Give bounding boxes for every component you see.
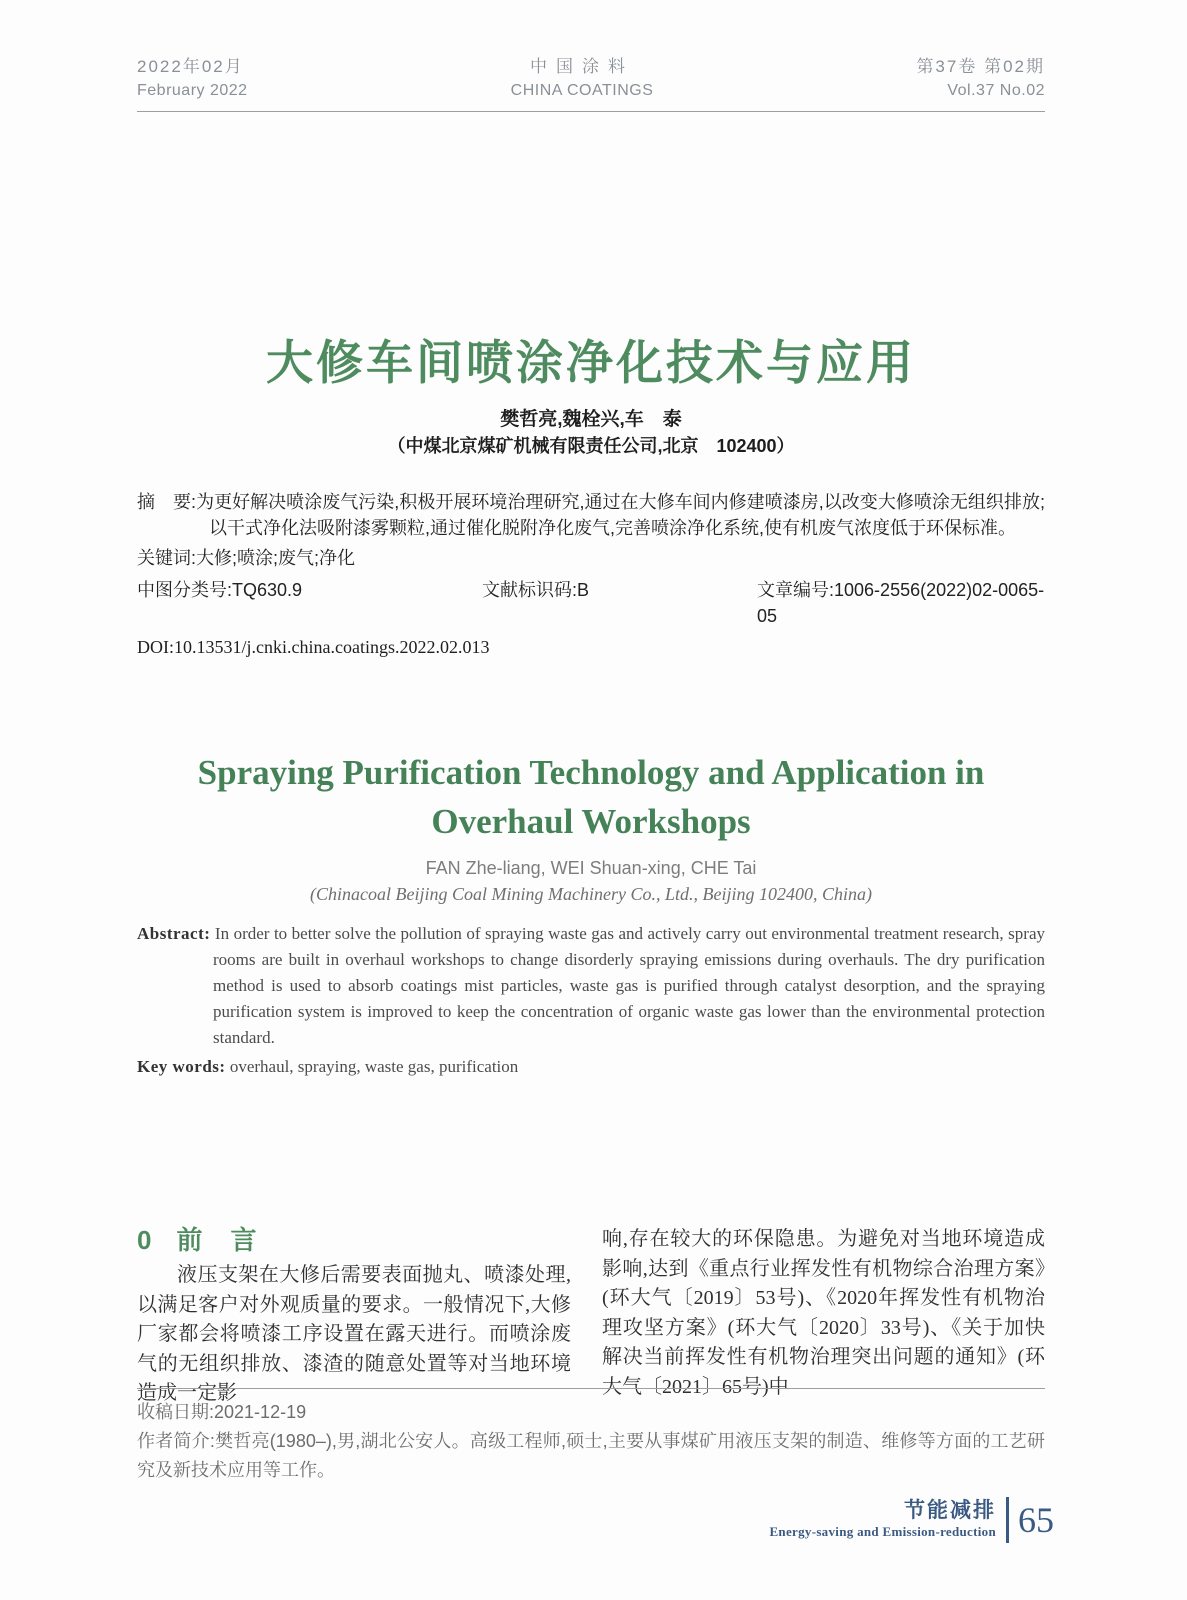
article-title-en-line1: Spraying Purification Technology and Application in [197, 753, 985, 792]
section-number: 0 [137, 1225, 153, 1255]
article-title-en-line2: Overhaul Workshops [431, 802, 751, 841]
page-header [137, 55, 1045, 112]
footer-column-en: Energy-saving and Emission-reduction [769, 1524, 996, 1539]
footer-column-names [769, 1499, 996, 1541]
keywords-en [137, 1054, 1045, 1080]
header-date-cn: 2022年02月 [137, 57, 244, 76]
document-code-value: B [577, 580, 590, 600]
bio-label: 作者简介: [137, 1431, 215, 1451]
footnote-received [137, 1398, 1045, 1427]
abstract-en [137, 921, 1045, 1051]
footer-column-cn: 节能减排 [904, 1499, 996, 1522]
affiliation-en: (Chinacoal Beijing Coal Mining Machinery Co., Ltd., Beijing 102400, China) [310, 884, 872, 904]
authors-cn: 樊哲亮,魏栓兴,车 泰 [500, 409, 682, 430]
abstract-cn-label: 摘 要: [137, 492, 197, 512]
header-journal [511, 55, 654, 103]
affiliation-cn: （中煤北京煤矿机械有限责任公司,北京 102400） [387, 436, 795, 456]
abstract-en-text: In order to better solve the pollution of spraying waste gas and actively carry out environmental treatment research, spray rooms are built in overhaul workshops to change disorderly spraying emissions during overhauls. The dry purification method is used to absorb coatings mist particles, waste gas is purified through catalyst desorption, and the spraying purification system is improved to keep the concentration of organic waste gas lower than the environmental protection standard. [213, 924, 1045, 1047]
received-label: 收稿日期: [137, 1402, 215, 1422]
footnote-block [137, 1388, 1045, 1485]
chinese-meta-block [137, 489, 1045, 660]
page-number: 65 [1018, 1500, 1054, 1540]
header-issue [916, 55, 1045, 103]
keywords-cn-text: 大修;喷涂;废气;净化 [196, 548, 356, 568]
bio-value: 樊哲亮(1980–),男,湖北公安人。高级工程师,硕士,主要从事煤矿用液压支架的制造、维修等方面的工艺研究及新技术应用等工作。 [137, 1431, 1045, 1480]
section-title: 前 言 [176, 1225, 258, 1255]
article-number-value: 1006-2556(2022)02-0065-05 [757, 580, 1045, 626]
authors-en: FAN Zhe-liang, WEI Shuan-xing, CHE Tai [425, 858, 757, 878]
abstract-cn-text: 为更好解决喷涂废气污染,积极开展环境治理研究,通过在大修车间内修建喷漆房,以改变大修喷涂无组织排放;以干式净化法吸附漆雾颗粒,通过催化脱附净化废气,完善喷涂净化系统,使有机废气浓度低于环保标准。 [196, 492, 1045, 538]
page-footer [769, 1497, 1054, 1543]
document-code-label: 文献标识码: [482, 580, 578, 600]
abstract-cn [137, 489, 1045, 541]
article-title-en [100, 748, 1082, 846]
english-meta-block [137, 921, 1045, 1080]
header-journal-cn: 中国涂料 [530, 57, 634, 76]
keywords-en-label: Key words: [137, 1057, 226, 1076]
header-issue-en: Vol.37 No.02 [947, 82, 1045, 99]
body-paragraph-right: 响,存在较大的环保隐患。为避免对当地环境造成影响,达到《重点行业挥发性有机物综合治理方案》(环大气〔2019〕53号)、《2020年挥发性有机物治理攻坚方案》(环大气〔2020〕33号)、《关于加快解决当前挥发性有机物治理突出问题的通知》(环大气〔2021〕65号)中 [602, 1228, 1045, 1398]
header-journal-en: CHINA COATINGS [510, 82, 654, 99]
header-issue-cn: 第37卷 第02期 [916, 57, 1045, 76]
received-value: 2021-12-19 [214, 1402, 307, 1422]
keywords-en-text: overhaul, spraying, waste gas, purification [229, 1057, 519, 1076]
keywords-cn [137, 545, 1045, 571]
abstract-en-label: Abstract: [137, 924, 211, 943]
header-date [137, 55, 248, 103]
clc-label: 中图分类号: [137, 580, 233, 600]
article-number [757, 577, 1045, 629]
article-title-cn: 大修车间喷涂净化技术与应用 [266, 336, 916, 389]
section-heading [137, 1222, 571, 1258]
doi: DOI:10.13531/j.cnki.china.coatings.2022.02.013 [137, 637, 490, 657]
document-code [482, 577, 757, 629]
body-paragraph-left: 液压支架在大修后需要表面抛丸、喷漆处理,以满足客户对外观质量的要求。一般情况下,大修厂家都会将喷漆工序设置在露天进行。而喷涂废气的无组织排放、漆渣的随意处置等对当地环境造成一定影 [137, 1264, 571, 1404]
article-number-label: 文章编号: [757, 580, 835, 600]
clc-number [137, 577, 482, 629]
keywords-cn-label: 关键词: [137, 548, 197, 568]
footnote-author-bio [137, 1427, 1045, 1485]
clc-value: TQ630.9 [232, 580, 303, 600]
header-date-en: February 2022 [137, 82, 248, 99]
body-column-left [137, 1222, 571, 1409]
body-column-right [602, 1225, 1045, 1402]
classification-row [137, 577, 1045, 629]
footer-divider-bar [1006, 1497, 1009, 1543]
